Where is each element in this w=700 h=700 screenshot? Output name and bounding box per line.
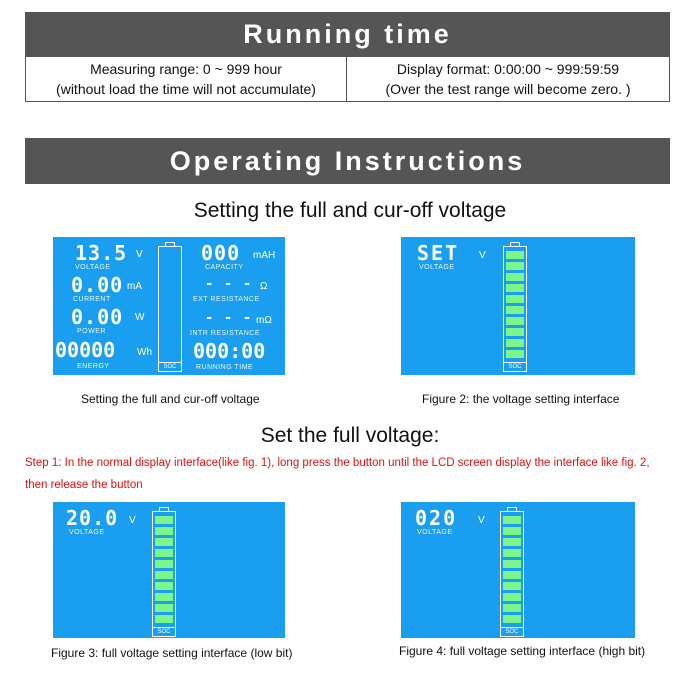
measuring-range-text: Measuring range: 0 ~ 999 hour bbox=[90, 61, 282, 77]
running-time-banner: Running time bbox=[25, 12, 670, 56]
energy-unit: Wh bbox=[137, 347, 152, 358]
running-time-readout: 000:00 bbox=[193, 339, 266, 363]
ext-resistance-label: EXT RESISTANCE bbox=[193, 296, 260, 303]
battery-bar-segment bbox=[503, 604, 521, 612]
battery-outline bbox=[158, 246, 182, 372]
battery-bar-segment bbox=[503, 571, 521, 579]
battery-bar-segment bbox=[506, 317, 524, 325]
battery-bar-segment bbox=[155, 560, 173, 568]
battery-bar-segment bbox=[506, 262, 524, 270]
fig4-voltage-readout: 020 bbox=[415, 506, 458, 530]
battery-bar-segment bbox=[155, 615, 173, 623]
fig4-battery-cap bbox=[507, 507, 517, 511]
battery-bar-segment bbox=[503, 615, 521, 623]
battery-bar-segment bbox=[506, 350, 524, 358]
battery-bar-segment bbox=[155, 593, 173, 601]
soc-label: SOC bbox=[158, 362, 182, 372]
measuring-range-cell bbox=[25, 56, 347, 102]
battery-bar-segment bbox=[503, 549, 521, 557]
fig4-battery-gauge bbox=[500, 511, 524, 637]
figure-3-caption: Figure 3: full voltage setting interface (low bit) bbox=[51, 646, 293, 660]
fig3-voltage-unit: V bbox=[129, 515, 136, 526]
battery-bar-segment bbox=[503, 538, 521, 546]
capacity-label: CAPACITY bbox=[205, 264, 244, 271]
battery-bar-segment bbox=[503, 560, 521, 568]
fig3-soc-label: SOC bbox=[152, 627, 176, 637]
voltage-unit: V bbox=[136, 249, 143, 260]
battery-bar-segment bbox=[506, 306, 524, 314]
battery-bar-segment bbox=[503, 516, 521, 524]
set-readout: SET bbox=[417, 241, 460, 265]
battery-bar-segment bbox=[506, 339, 524, 347]
voltage-label: VOLTAGE bbox=[75, 264, 111, 271]
current-readout: 0.00 bbox=[71, 273, 124, 297]
fig2-voltage-label: VOLTAGE bbox=[419, 264, 455, 271]
power-unit: W bbox=[135, 312, 145, 323]
step-1-instruction: Step 1: In the normal display interface(like fig. 1), long press the button until the LCD screen display the interface like fig. 2, then release the button bbox=[25, 457, 650, 491]
battery-bar-segment bbox=[155, 527, 173, 535]
set-full-voltage-heading: Set the full voltage: bbox=[260, 424, 440, 447]
operating-instructions-banner: Operating Instructions bbox=[25, 138, 670, 184]
fig3-voltage-readout: 20.0 bbox=[66, 506, 119, 530]
battery-bar-segment bbox=[155, 549, 173, 557]
capacity-unit: mAH bbox=[253, 250, 276, 261]
fig2-voltage-unit: V bbox=[479, 250, 486, 261]
fig2-battery-cap bbox=[510, 242, 520, 246]
fig2-soc-label: SOC bbox=[503, 362, 527, 372]
battery-bar-segment bbox=[506, 273, 524, 281]
battery-bar-segment bbox=[506, 284, 524, 292]
fig3-battery-cap bbox=[159, 507, 169, 511]
intr-resistance-readout: - - - bbox=[205, 310, 253, 326]
battery-cap bbox=[165, 242, 175, 246]
fig3-battery-gauge bbox=[152, 511, 176, 637]
energy-readout: 00000 bbox=[55, 338, 116, 362]
figure-1-caption: Setting the full and cur-off voltage bbox=[81, 392, 260, 406]
current-label: CURRENT bbox=[73, 296, 111, 303]
display-format-cell bbox=[347, 56, 670, 102]
battery-bar-segment bbox=[506, 295, 524, 303]
measuring-range-note: (without load the time will not accumulate) bbox=[56, 81, 316, 97]
battery-bar-segment bbox=[155, 582, 173, 590]
fig4-voltage-label: VOLTAGE bbox=[417, 529, 453, 536]
intr-resistance-label: INTR RESISTANCE bbox=[190, 330, 260, 337]
running-time-label: RUNNING TIME bbox=[196, 364, 254, 371]
setting-voltage-heading: Setting the full and cur-off voltage bbox=[193, 199, 507, 222]
intr-resistance-unit: mΩ bbox=[256, 315, 272, 326]
battery-bar-segment bbox=[155, 538, 173, 546]
battery-bar-segment bbox=[155, 571, 173, 579]
display-format-note: (Over the test range will become zero. ) bbox=[385, 81, 631, 97]
battery-bar-segment bbox=[503, 527, 521, 535]
fig4-soc-label: SOC bbox=[500, 627, 524, 637]
fig3-voltage-label: VOLTAGE bbox=[69, 529, 105, 536]
figure-2-caption: Figure 2: the voltage setting interface bbox=[422, 392, 620, 406]
power-readout: 0.00 bbox=[71, 305, 124, 329]
display-format-text: Display format: 0:00:00 ~ 999:59:59 bbox=[396, 61, 620, 77]
lcd-figure-3 bbox=[53, 502, 285, 638]
battery-bar-segment bbox=[503, 582, 521, 590]
power-label: POWER bbox=[77, 328, 106, 335]
fig2-battery-gauge bbox=[503, 246, 527, 372]
fig4-voltage-unit: V bbox=[478, 515, 485, 526]
battery-bar-segment bbox=[155, 516, 173, 524]
voltage-readout: 13.5 bbox=[75, 241, 128, 265]
ext-resistance-unit: Ω bbox=[260, 281, 268, 292]
energy-label: ENERGY bbox=[77, 363, 110, 370]
figure-4-caption: Figure 4: full voltage setting interface (high bit) bbox=[399, 644, 646, 658]
lcd-figure-2 bbox=[401, 237, 635, 375]
lcd-figure-1 bbox=[53, 237, 285, 375]
capacity-readout: 000 bbox=[201, 241, 241, 265]
ext-resistance-readout: - - - bbox=[205, 276, 253, 292]
battery-bar-segment bbox=[506, 251, 524, 259]
battery-bar-segment bbox=[506, 328, 524, 336]
current-unit: mA bbox=[127, 281, 142, 292]
battery-bar-segment bbox=[155, 604, 173, 612]
battery-bar-segment bbox=[503, 593, 521, 601]
lcd-figure-4 bbox=[401, 502, 635, 638]
